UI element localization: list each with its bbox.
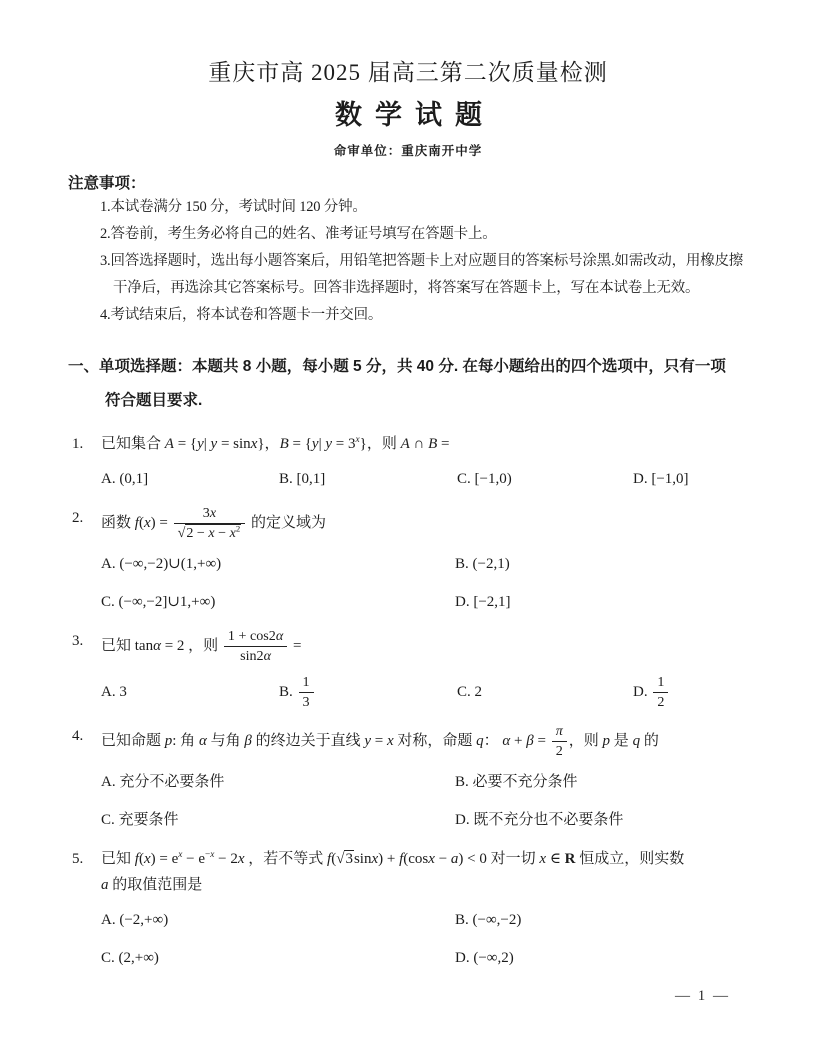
notice-item-1: 1.本试卷满分 150 分，考试时间 120 分钟。 — [100, 199, 367, 215]
option-c: C. [−1,0) — [457, 471, 512, 487]
question-number: 1. — [72, 436, 84, 452]
option-b: B. (−2,1) — [455, 555, 510, 572]
notice-list — [100, 194, 748, 328]
question-stem: 已知 tanα = 2 ，则 $\frac{1 + \cos 2\alpha}{\sin 2\alpha}$ = — [101, 627, 302, 664]
question-options — [101, 674, 748, 711]
question-1 — [68, 431, 748, 492]
option-a: A. (−∞,−2)∪(1,+∞) — [101, 555, 222, 572]
option-a: A. (0,1] — [101, 471, 149, 487]
option-d: D. (−∞,2) — [455, 950, 514, 967]
option-a: A. 3 — [101, 684, 127, 701]
question-options — [101, 769, 748, 833]
question-body — [101, 723, 748, 833]
option-c: C. 2 — [457, 684, 483, 701]
option-b: B. $\frac{1}{3}$ — [279, 674, 457, 711]
option-a: A. (−2,+∞) — [101, 912, 169, 929]
question-stem: 已知命题 p: 角 α 与角 β 的终边关于直线 y = x 对称，命题 q： α + β = $\frac{\pi}{2}$ ，则 p 是 q 的 — [101, 723, 659, 760]
question-body — [101, 431, 748, 492]
question-body — [101, 846, 748, 971]
question-number: 4. — [72, 728, 84, 745]
option-b: B. (−∞,−2) — [455, 912, 522, 929]
section-heading-line2: 符合题目要求. — [105, 392, 203, 409]
question-body — [101, 505, 748, 615]
notice-item-3-line1: 3.回答选择题时，选出每小题答案后，用铅笔把答题卡上对应题目的答案标号涂黑.如需改动，用橡皮擦 — [100, 253, 744, 269]
question-options — [101, 551, 748, 615]
option-c: C. (−∞,−2]∪1,+∞) — [101, 593, 216, 610]
section-heading-line1: 一、单项选择题：本题共 8 小题，每小题 5 分，共 40 分. 在每小题给出的四个选项中，只有一项 — [68, 358, 726, 375]
notice-item-3-line2: 干净后，再选涂其它答案标号。回答非选择题时，将答案写在答题卡上，写在本试卷上无效。 — [113, 280, 700, 296]
question-number: 2. — [72, 510, 84, 526]
question-2 — [68, 505, 748, 615]
question-5 — [68, 846, 748, 971]
option-c: C. (2,+∞) — [101, 950, 159, 967]
question-stem-line1: 已知 $f(x) = e^x - e^{-x} - 2x$ ，若不等式 f(√3sinx) + f(cosx − a) < 0 对一切 x ∈ R 恒成立，则实数 — [101, 850, 685, 868]
notice-heading: 注意事项： — [68, 175, 146, 192]
option-a: A. 充分不必要条件 — [101, 774, 225, 791]
question-number: 3. — [72, 632, 84, 649]
option-d: D. [−2,1] — [455, 593, 511, 610]
page-title: 重庆市高 2025 届高三第二次质量检测 — [208, 60, 608, 85]
question-stem: 函数 f(x) = $\frac{3x}{√2 - x - x^2}$ 的定义域为 — [101, 505, 327, 541]
question-options — [101, 907, 748, 971]
section-heading — [68, 350, 748, 418]
question-4 — [68, 723, 748, 833]
issuer-line: 命审单位：重庆南开中学 — [333, 144, 483, 158]
option-d: D. 既不充分也不必要条件 — [455, 812, 624, 829]
question-stem: 已知集合 A = {y| y = sinx}，B = {y| $y = 3^x$}，则 A ∩ B = — [101, 435, 450, 452]
option-c: C. 充要条件 — [101, 812, 179, 829]
option-b: B. [0,1] — [279, 471, 326, 487]
question-number: 5. — [72, 851, 84, 868]
option-b: B. 必要不充分条件 — [455, 774, 578, 791]
notice-item-2: 2.答卷前，考生务必将自己的姓名、准考证号填写在答题卡上。 — [100, 226, 497, 242]
question-3 — [68, 628, 748, 711]
question-body — [101, 628, 748, 711]
option-d: D. [−1,0] — [633, 471, 689, 487]
exam-subject-title: 数学试题 — [335, 100, 495, 130]
question-options — [101, 466, 748, 492]
question-stem-line2: a 的取值范围是 — [101, 877, 203, 894]
option-d: D. $\frac{1}{2}$ — [633, 674, 748, 711]
notice-item-4: 4.考试结束后，将本试卷和答题卡一并交回。 — [100, 307, 383, 323]
page-number: — 1 — — [675, 988, 730, 1004]
